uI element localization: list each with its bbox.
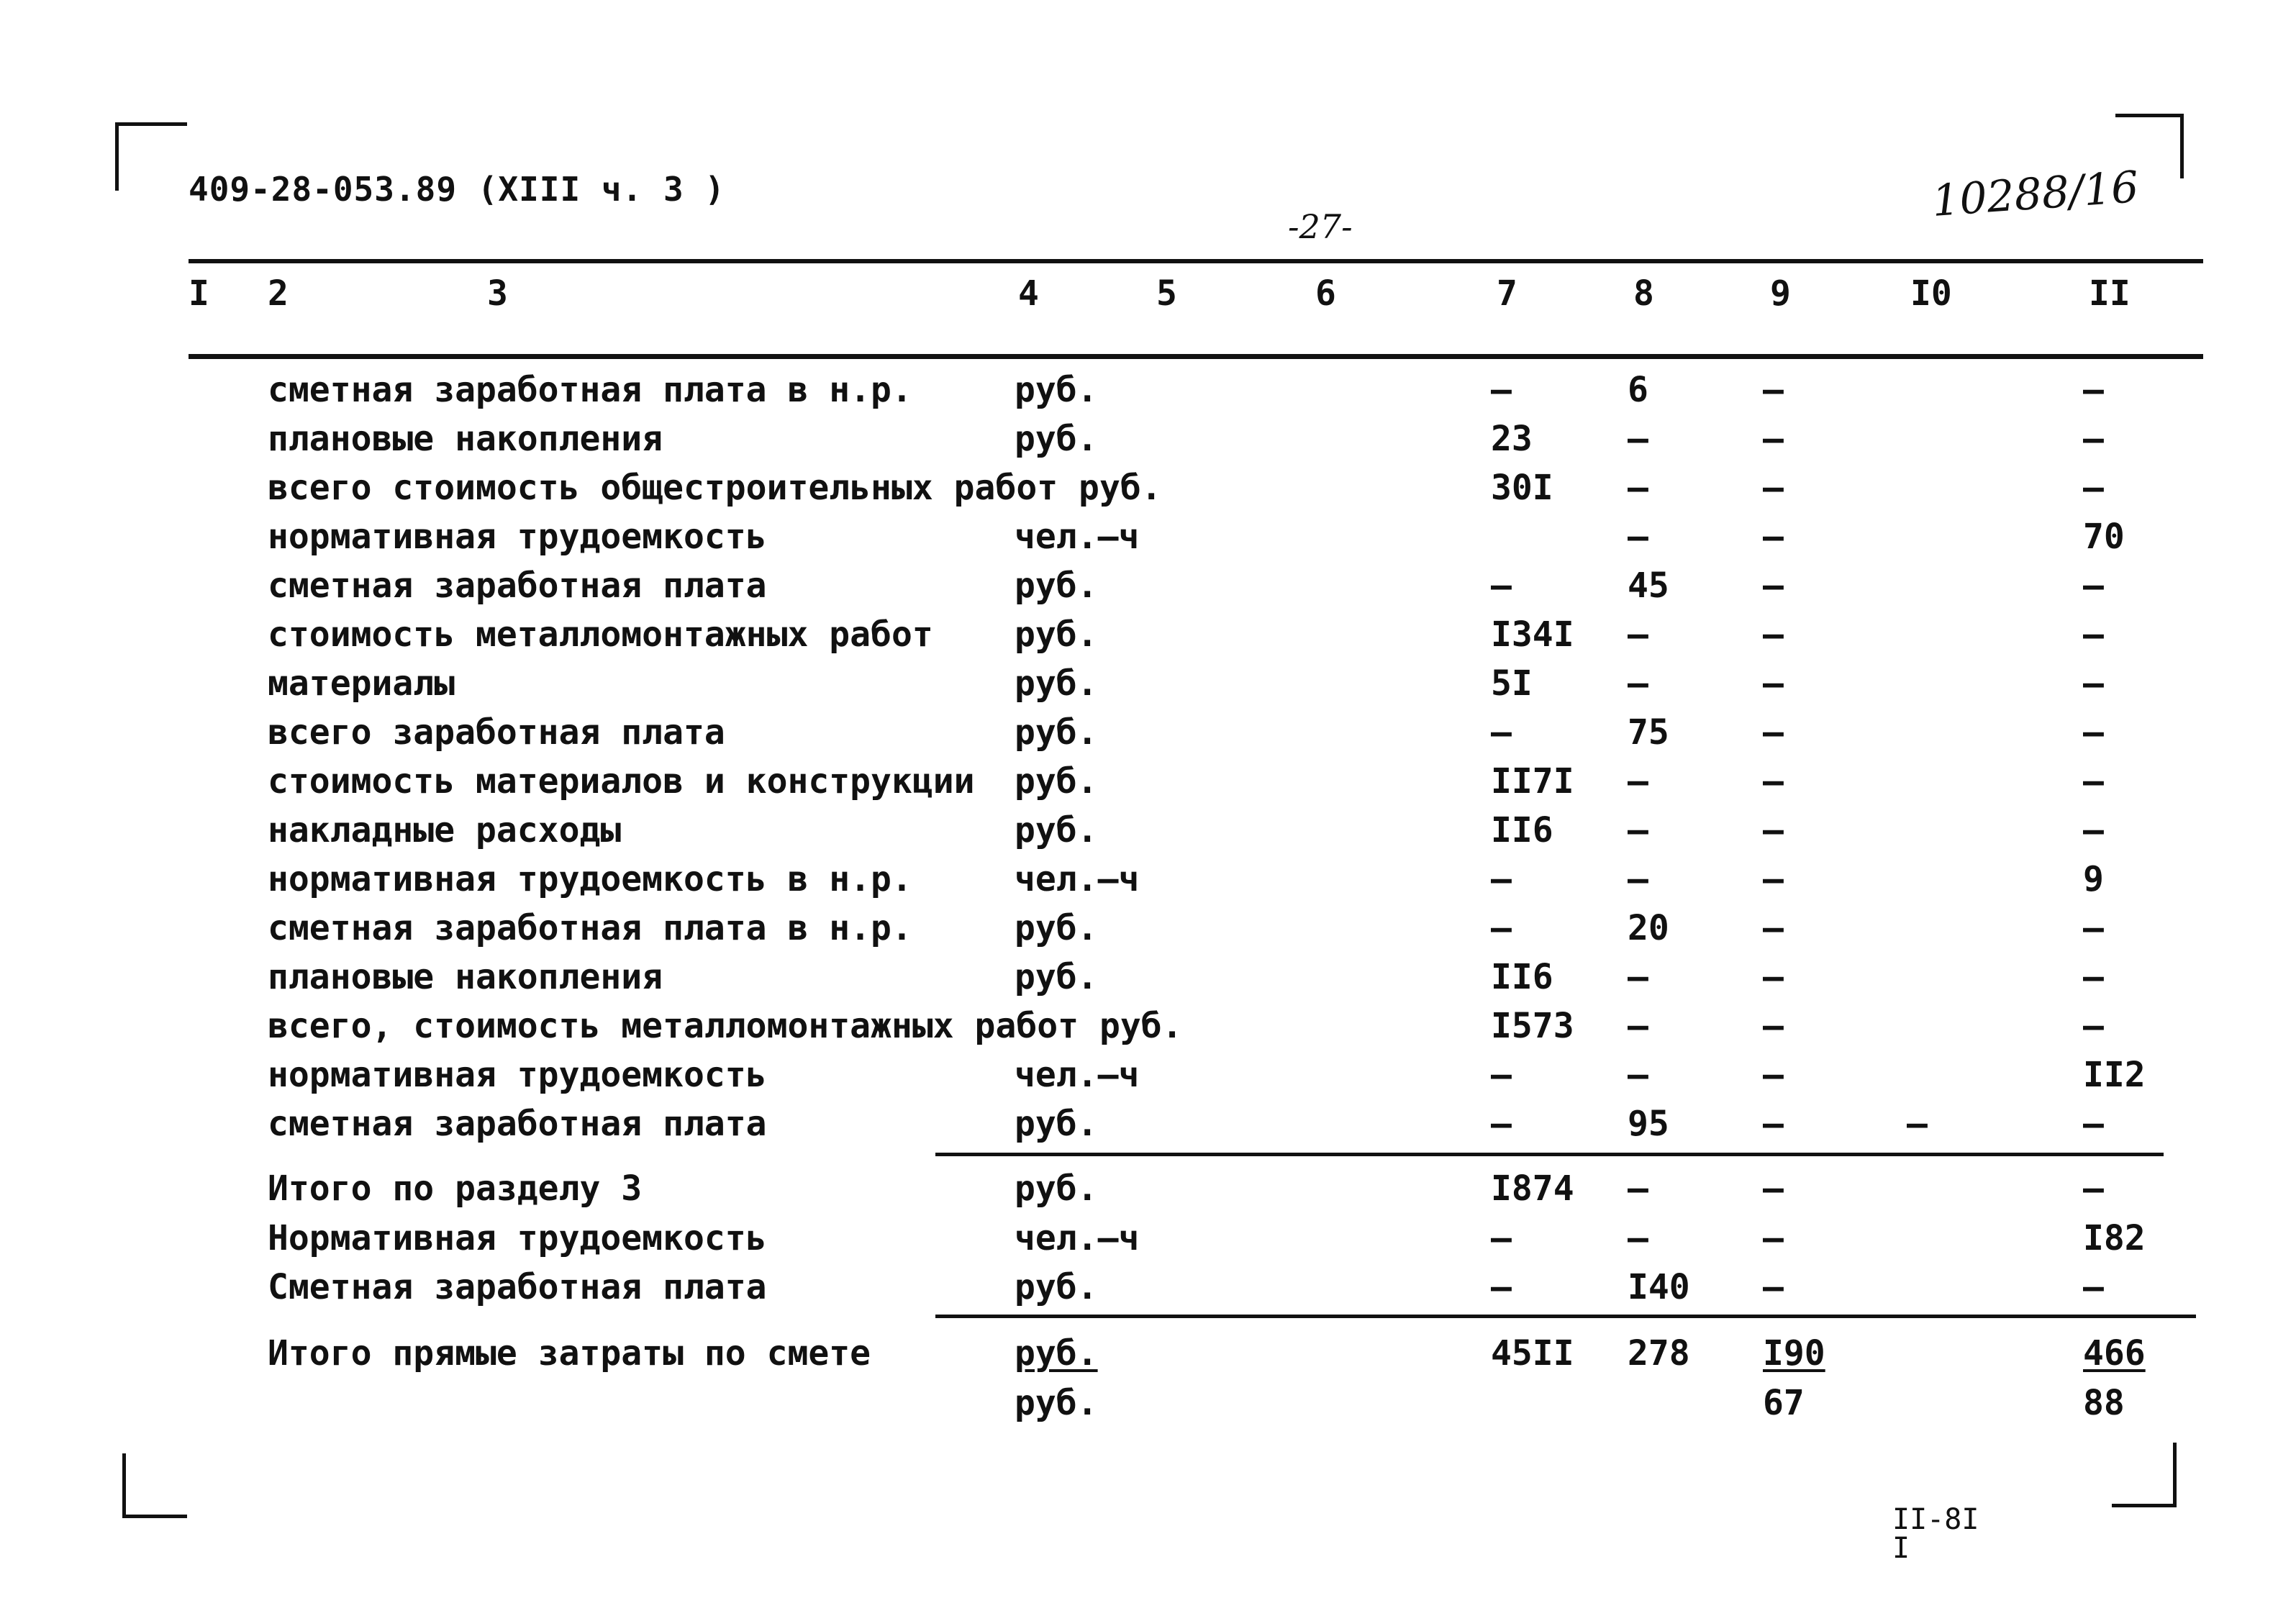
row-col8: 75 <box>1628 712 1669 753</box>
row-unit: чел.–ч <box>1015 1218 1140 1258</box>
row-col11: – <box>2083 663 2104 704</box>
row-col8: – <box>1628 517 1648 557</box>
row-col11: 70 <box>2083 517 2125 557</box>
row-col11: – <box>2083 1267 2104 1307</box>
row-col9: – <box>1763 908 1784 948</box>
row-col7: – <box>1491 566 1512 606</box>
grand-total-col11: 466 <box>2083 1333 2146 1374</box>
row-col7: 5I <box>1491 663 1533 704</box>
row-name: сметная заработная плата <box>268 1104 767 1144</box>
row-name: сметная заработная плата <box>268 566 767 606</box>
row-col11: – <box>2083 908 2104 948</box>
grand-total-col11-2: 88 <box>2083 1383 2125 1423</box>
row-name: нормативная трудоемкость <box>268 517 767 557</box>
column-header-6: 6 <box>1315 273 1336 314</box>
row-unit: руб. <box>1015 1267 1098 1307</box>
row-col7: II7I <box>1491 761 1574 802</box>
row-col9: – <box>1763 1218 1784 1258</box>
row-col8: 20 <box>1628 908 1669 948</box>
grand-total-col9-2: 67 <box>1763 1383 1805 1423</box>
row-name: всего стоимость общестроительных работ руб. <box>268 468 1162 508</box>
row-name: нормативная трудоемкость в н.р. <box>268 859 912 899</box>
column-header-11: II <box>2089 273 2131 314</box>
grand-total-label: Итого прямые затраты по смете <box>268 1333 871 1374</box>
row-col9: – <box>1763 1104 1784 1144</box>
row-name: плановые накопления <box>268 419 663 459</box>
row-unit: руб. <box>1015 908 1098 948</box>
row-name: всего, стоимость металломонтажных работ руб. <box>268 1006 1183 1046</box>
column-header-10: I0 <box>1910 273 1952 314</box>
row-unit: руб. <box>1015 614 1098 655</box>
table-top-rule <box>189 259 2203 263</box>
column-header-8: 8 <box>1633 273 1654 314</box>
row-col7: I874 <box>1491 1168 1574 1209</box>
footer-code: II-8I I <box>1892 1503 1979 1565</box>
crop-mark-top-right-vertical <box>2180 114 2184 178</box>
row-col9: – <box>1763 1168 1784 1209</box>
row-col7: 30I <box>1491 468 1553 508</box>
row-unit: руб. <box>1015 566 1098 606</box>
row-col11: – <box>2083 761 2104 802</box>
row-unit: руб. <box>1015 663 1098 704</box>
row-col7: – <box>1491 1104 1512 1144</box>
row-col7: II6 <box>1491 957 1553 997</box>
row-col10: – <box>1907 1104 1928 1144</box>
crop-mark-top-right-horizontal <box>2115 114 2184 117</box>
crop-mark-top-left-vertical <box>115 122 119 191</box>
row-col11: – <box>2083 468 2104 508</box>
row-col7: 23 <box>1491 419 1533 459</box>
row-col11: – <box>2083 614 2104 655</box>
row-col11: – <box>2083 370 2104 410</box>
row-col9: – <box>1763 370 1784 410</box>
row-col7: – <box>1491 1218 1512 1258</box>
row-col8: – <box>1628 1218 1648 1258</box>
row-col8: – <box>1628 614 1648 655</box>
grand-total-unit-2: руб. <box>1015 1383 1098 1423</box>
row-unit: чел.–ч <box>1015 859 1140 899</box>
row-col9: – <box>1763 468 1784 508</box>
row-col11: – <box>2083 810 2104 850</box>
row-col7: II6 <box>1491 810 1553 850</box>
column-header-1: I <box>189 273 209 314</box>
row-col7: – <box>1491 712 1512 753</box>
row-name: нормативная трудоемкость <box>268 1055 767 1095</box>
row-name: Сметная заработная плата <box>268 1267 767 1307</box>
row-name: накладные расходы <box>268 810 622 850</box>
row-col9: – <box>1763 419 1784 459</box>
column-header-5: 5 <box>1156 273 1177 314</box>
row-col9: – <box>1763 517 1784 557</box>
row-col9: – <box>1763 663 1784 704</box>
row-name: всего заработная плата <box>268 712 725 753</box>
row-col11: – <box>2083 566 2104 606</box>
row-unit: руб. <box>1015 419 1098 459</box>
row-name: стоимость металломонтажных работ <box>268 614 933 655</box>
row-col9: – <box>1763 712 1784 753</box>
row-unit: руб. <box>1015 761 1098 802</box>
row-col7: – <box>1491 370 1512 410</box>
row-col11: – <box>2083 1168 2104 1209</box>
section-subtotal-rule <box>935 1153 2164 1156</box>
archive-number: 10288/16 <box>1930 162 2141 227</box>
row-col9: – <box>1763 761 1784 802</box>
row-col11: – <box>2083 1006 2104 1046</box>
row-col11: – <box>2083 1104 2104 1144</box>
row-col9: – <box>1763 566 1784 606</box>
row-col9: – <box>1763 1055 1784 1095</box>
row-col8: – <box>1628 761 1648 802</box>
row-col11: – <box>2083 712 2104 753</box>
crop-mark-bottom-left-horizontal <box>122 1515 187 1518</box>
crop-mark-bottom-right-vertical <box>2173 1443 2177 1507</box>
row-col9: – <box>1763 957 1784 997</box>
row-col7: – <box>1491 1055 1512 1095</box>
column-header-7: 7 <box>1497 273 1517 314</box>
row-col9: – <box>1763 859 1784 899</box>
grand-total-unit: руб. <box>1015 1333 1098 1374</box>
row-col8: – <box>1628 810 1648 850</box>
row-name: сметная заработная плата в н.р. <box>268 908 912 948</box>
row-col8: – <box>1628 468 1648 508</box>
crop-mark-top-left-horizontal <box>115 122 187 126</box>
grand-total-col8: 278 <box>1628 1333 1690 1374</box>
crop-mark-bottom-left-vertical <box>122 1453 126 1518</box>
row-col11: 9 <box>2083 859 2104 899</box>
row-col7: – <box>1491 908 1512 948</box>
row-col7: I34I <box>1491 614 1574 655</box>
row-unit: руб. <box>1015 1104 1098 1144</box>
column-header-3: 3 <box>487 273 508 314</box>
column-header-9: 9 <box>1770 273 1791 314</box>
row-unit: чел.–ч <box>1015 1055 1140 1095</box>
row-name: материалы <box>268 663 455 704</box>
row-unit: руб. <box>1015 957 1098 997</box>
page-number: -27- <box>1288 207 1353 246</box>
row-col8: – <box>1628 957 1648 997</box>
row-col8: – <box>1628 1168 1648 1209</box>
row-name: плановые накопления <box>268 957 663 997</box>
row-col11: I82 <box>2083 1218 2146 1258</box>
row-col8: – <box>1628 1006 1648 1046</box>
row-unit: руб. <box>1015 370 1098 410</box>
crop-mark-bottom-right-horizontal <box>2112 1504 2177 1507</box>
row-col8: I40 <box>1628 1267 1690 1307</box>
row-unit: руб. <box>1015 1168 1098 1209</box>
row-unit: чел.–ч <box>1015 517 1140 557</box>
row-col9: – <box>1763 614 1784 655</box>
row-col8: 95 <box>1628 1104 1669 1144</box>
row-unit: руб. <box>1015 712 1098 753</box>
row-name: сметная заработная плата в н.р. <box>268 370 912 410</box>
column-header-4: 4 <box>1018 273 1039 314</box>
row-col9: – <box>1763 810 1784 850</box>
row-col11: – <box>2083 419 2104 459</box>
row-name: Итого по разделу 3 <box>268 1168 643 1209</box>
row-col8: 6 <box>1628 370 1648 410</box>
row-col8: – <box>1628 1055 1648 1095</box>
grand-total-col7: 45II <box>1491 1333 1574 1374</box>
row-col9: – <box>1763 1006 1784 1046</box>
table-header-rule <box>189 354 2203 359</box>
row-col8: – <box>1628 419 1648 459</box>
row-name: Нормативная трудоемкость <box>268 1218 767 1258</box>
document-code: 409-28-053.89 (XIII ч. 3 ) <box>189 170 726 209</box>
column-header-2: 2 <box>268 273 289 314</box>
row-col11: – <box>2083 957 2104 997</box>
row-col8: – <box>1628 663 1648 704</box>
row-col7: – <box>1491 1267 1512 1307</box>
row-name: стоимость материалов и конструкции <box>268 761 975 802</box>
row-col7: – <box>1491 859 1512 899</box>
grand-total-rule <box>935 1315 2196 1318</box>
row-col8: – <box>1628 859 1648 899</box>
row-col8: 45 <box>1628 566 1669 606</box>
grand-total-col9: I90 <box>1763 1333 1825 1374</box>
row-col9: – <box>1763 1267 1784 1307</box>
row-col11: II2 <box>2083 1055 2146 1095</box>
row-unit: руб. <box>1015 810 1098 850</box>
row-col7: I573 <box>1491 1006 1574 1046</box>
